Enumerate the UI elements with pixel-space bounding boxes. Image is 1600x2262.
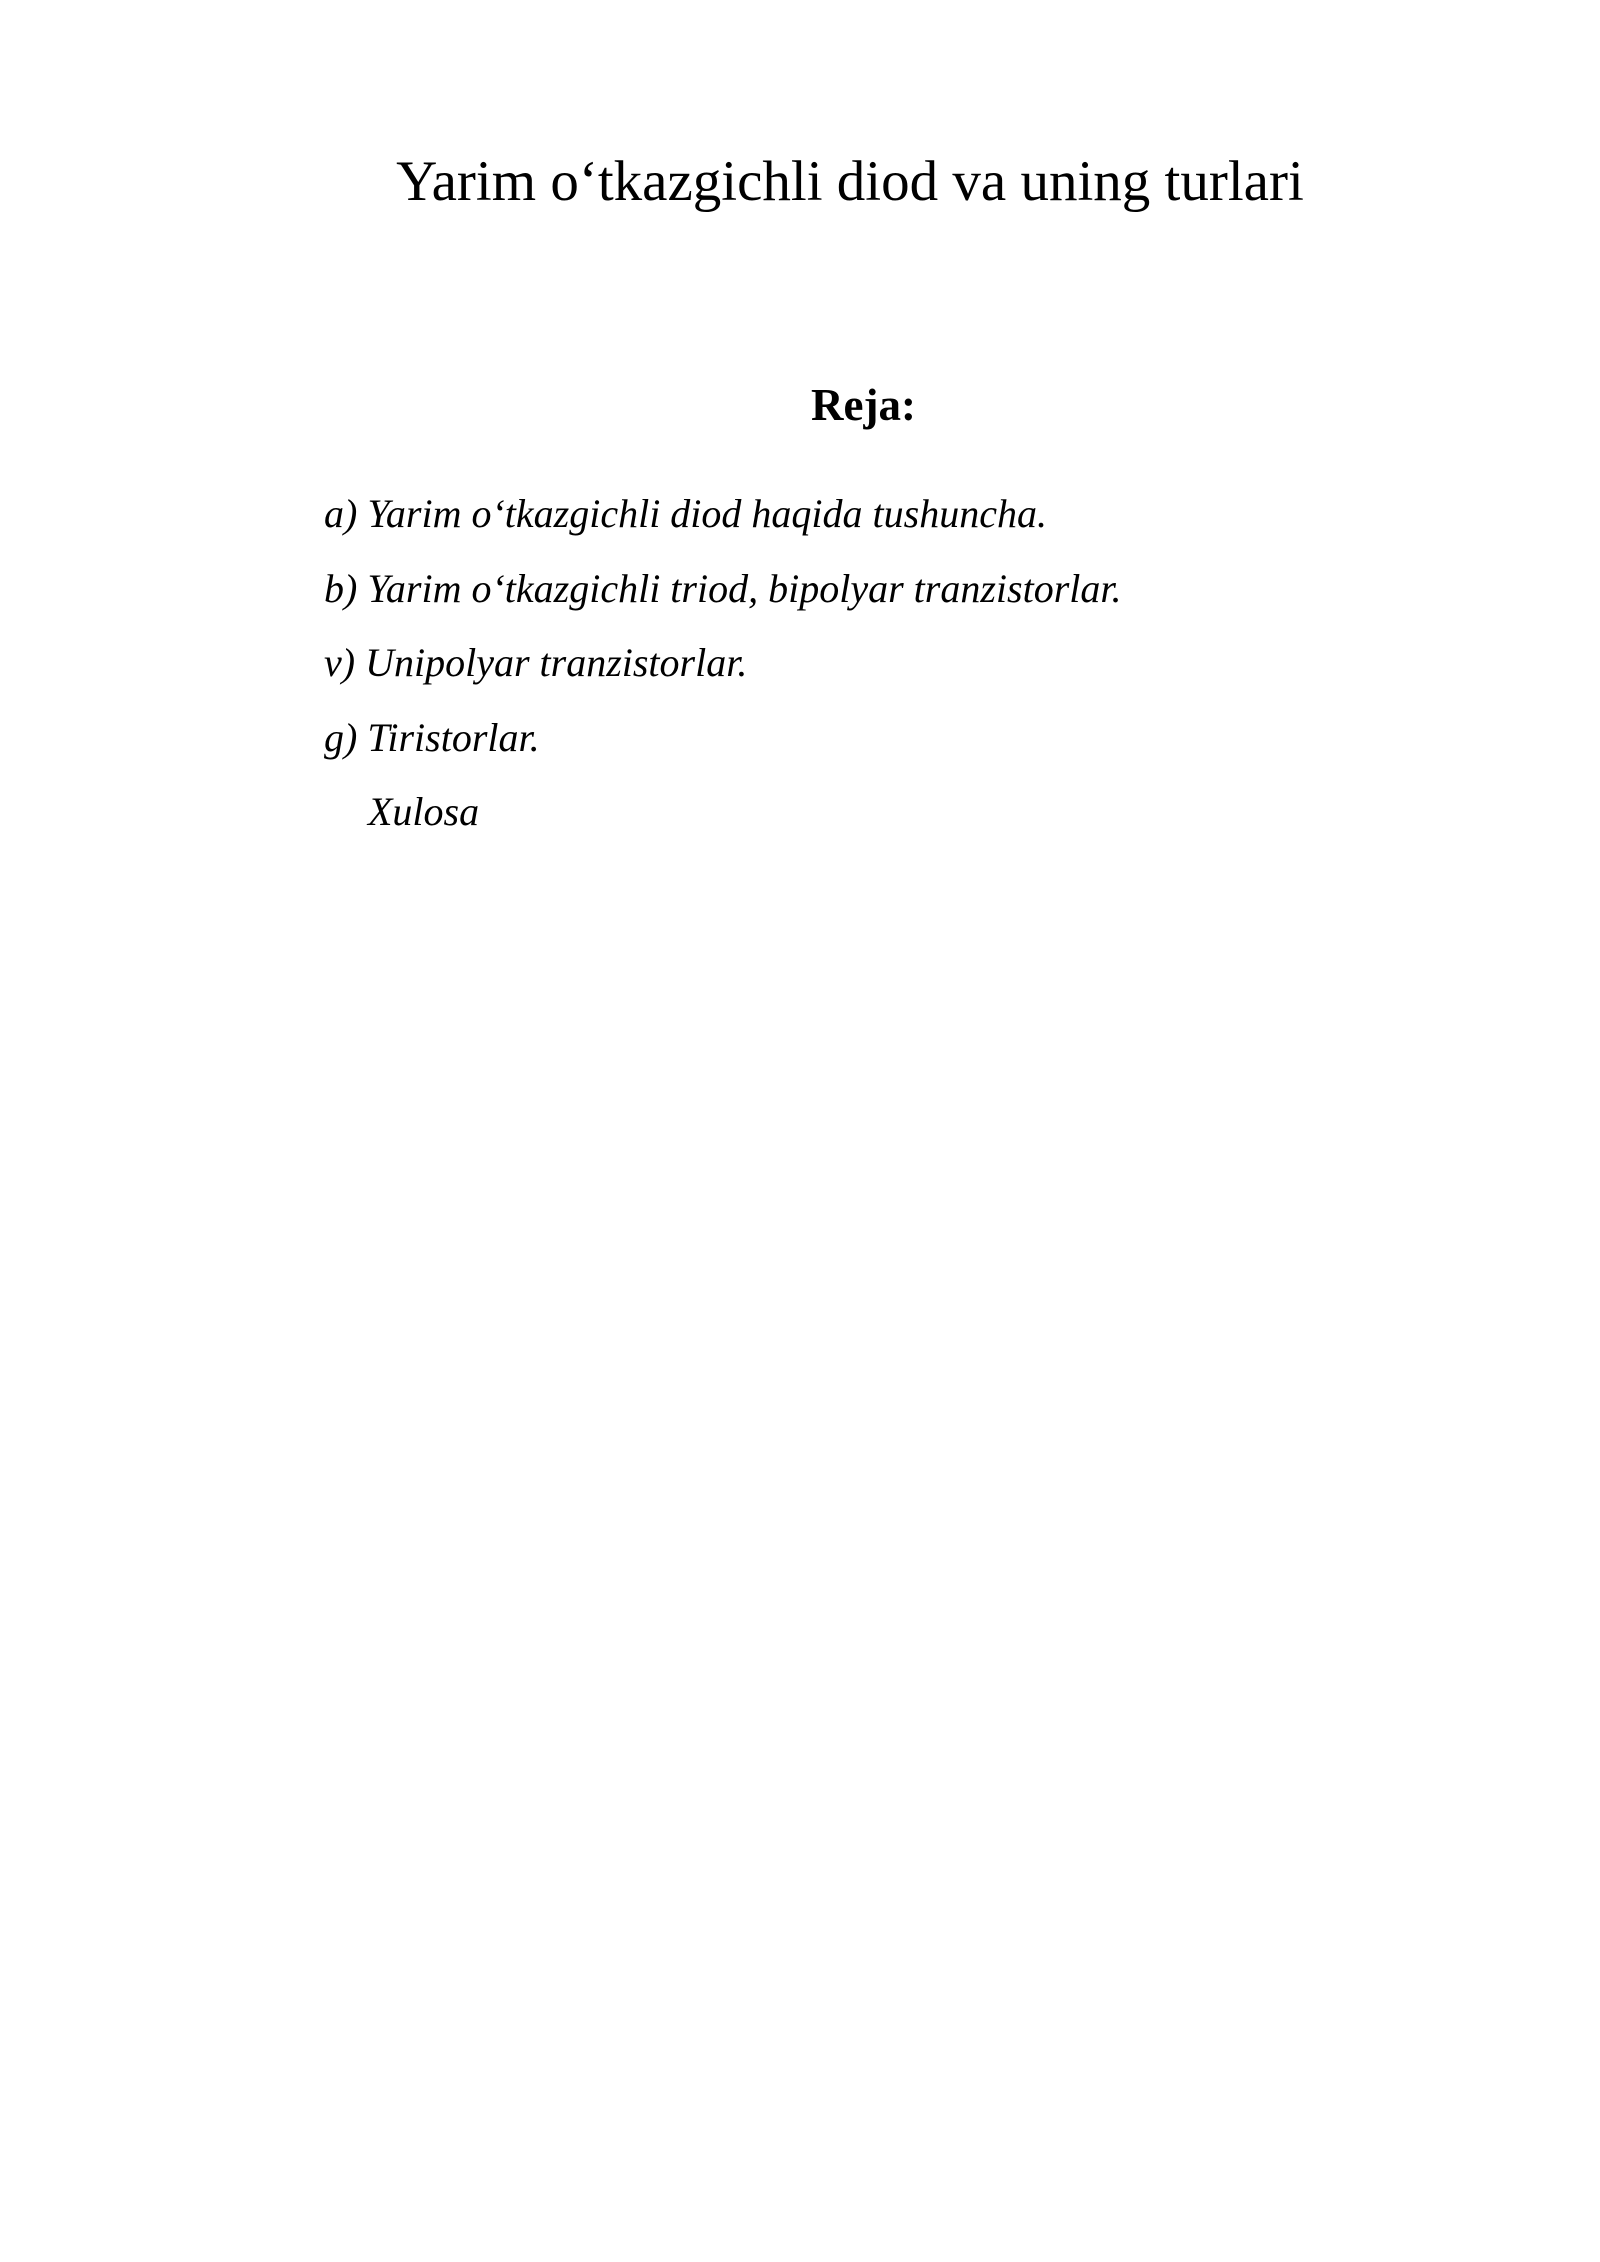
plan-heading: Reja: <box>811 380 916 430</box>
document-title: Yarim o‘tkazgichli diod va uning turlari <box>396 150 1304 213</box>
plan-item-v: v) Unipolyar tranzistorlar. <box>324 640 748 685</box>
plan-item-g: g) Tiristorlar. <box>324 714 540 760</box>
plan-item-b: b) Yarim o‘tkazgichli triod, bipolyar tranzistorlar. <box>324 565 1122 611</box>
plan-list <box>324 477 1122 850</box>
plan-item-a: a) Yarim o‘tkazgichli diod haqida tushuncha. <box>324 491 1047 536</box>
plan-item-conclusion: Xulosa <box>368 789 480 834</box>
